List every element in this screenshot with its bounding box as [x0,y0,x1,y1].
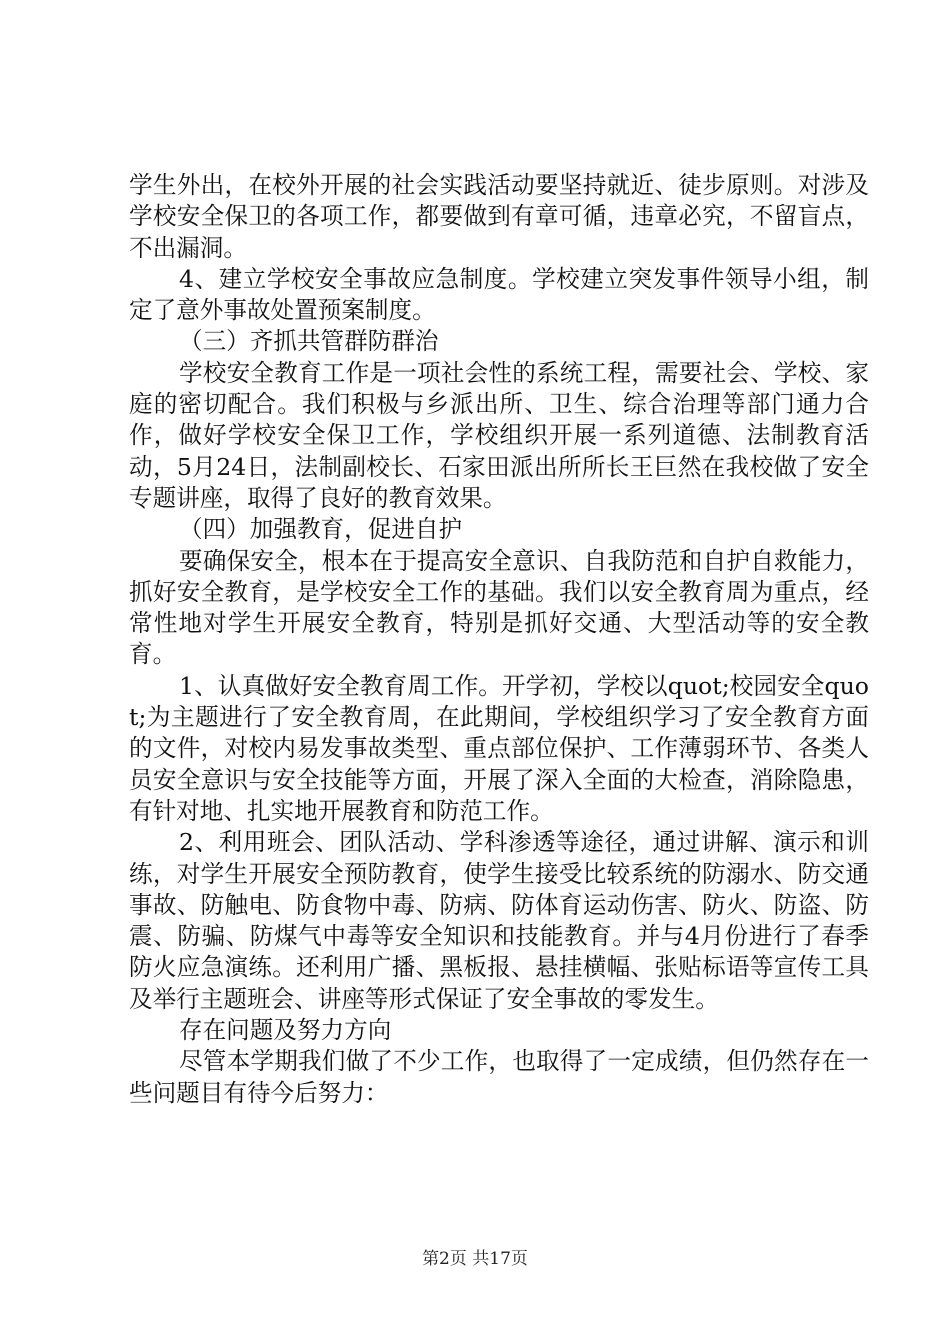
section-heading-4: （四）加强教育，促进自护 [179,515,463,544]
paragraph-continuation: 学生外出，在校外开展的社会实践活动要坚持就近、徒步原则。对涉及学校安全保卫的各项工作，都要做到有章可循，违章必究，不留盲点，不出漏洞。 [129,171,869,262]
document-body [129,170,869,1109]
paragraph-item-2: 2、利用班会、团队活动、学科渗透等途径，通过讲解、演示和训练，对学生开展安全预防教育，使学生接受比较系统的防溺水、防交通事故、防触电、防食物中毒、防病、防体育运动伤害、防火、防盗、防震、防骗、防煤气中毒等安全知识和技能教育。并与4月份进行了春季防火应急演练。还利用广播、黑板报、悬挂横幅、张贴标语等宣传工具及举行主题班会、讲座等形式保证了安全事故的零发生。 [129,828,869,1013]
paragraph-item-4: 4、建立学校安全事故应急制度。学校建立突发事件领导小组，制定了意外事故处置预案制度。 [129,264,869,325]
section-heading-3: （三）齐抓共管群防群治 [179,327,439,356]
paragraph-cooperation: 学校安全教育工作是一项社会性的系统工程，需要社会、学校、家庭的密切配合。我们积极与乡派出所、卫生、综合治理等部门通力合作，做好学校安全保卫工作，学校组织开展一系列道德、法制教育活动，5月24日，法制副校长、石家田派出所所长王巨然在我校做了安全专题讲座，取得了良好的教育效果。 [129,358,869,512]
page-number-footer: 第2页 共17页 [422,1249,528,1269]
paragraph-item-1: 1、认真做好安全教育周工作。开学初，学校以quot;校园安全quot;为主题进行了安全教育周，在此期间，学校组织学习了安全教育方面的文件，对校内易发事故类型、重点部位保护、工作薄弱环节、各类人员安全意识与安全技能等方面，开展了深入全面的大检查，消除隐患，有针对地、扎实地开展教育和防范工作。 [129,671,869,825]
section-heading-problems: 存在问题及努力方向 [179,1016,392,1045]
paragraph-safety-awareness: 要确保安全，根本在于提高安全意识、自我防范和自护自救能力，抓好安全教育，是学校安全工作的基础。我们以安全教育周为重点，经常性地对学生开展安全教育，特别是抓好交通、大型活动等的安全教育。 [129,546,869,669]
paragraph-problems: 尽管本学期我们做了不少工作，也取得了一定成绩，但仍然存在一些问题目有待今后努力： [129,1047,869,1107]
